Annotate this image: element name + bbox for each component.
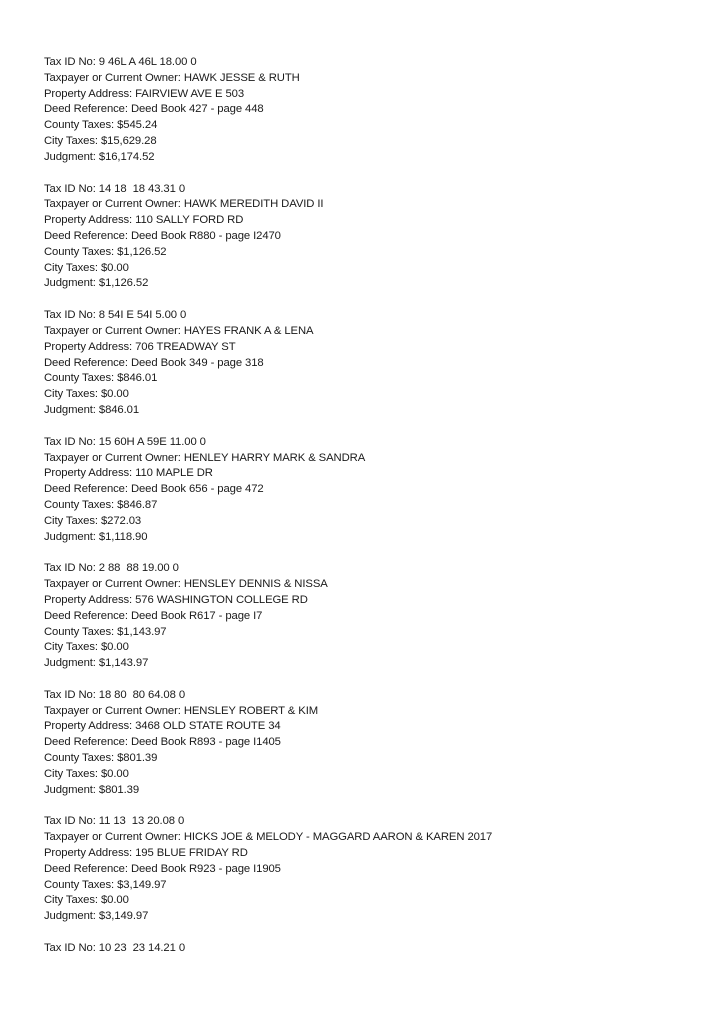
city-taxes-line: City Taxes: $0.00 <box>44 261 129 274</box>
county-taxes-line: County Taxes: $801.39 <box>44 752 158 765</box>
address-line: Property Address: 110 MAPLE DR <box>44 467 213 480</box>
address-line: Property Address: 195 BLUE FRIDAY RD <box>44 847 248 860</box>
county-taxes-line: County Taxes: $1,126.52 <box>44 245 167 258</box>
county-taxes-line: County Taxes: $545.24 <box>44 119 158 132</box>
tax-id-line: Tax ID No: 18 80 80 64.08 0 <box>44 688 186 701</box>
county-taxes-line: County Taxes: $846.01 <box>44 372 158 385</box>
owner-line: Taxpayer or Current Owner: HENSLEY ROBERT & KIM <box>44 704 319 717</box>
record-hicks-joe <box>44 814 704 925</box>
address-line: Property Address: 3468 OLD STATE ROUTE 34 <box>44 720 281 733</box>
record-hayes-frank <box>44 308 704 419</box>
city-taxes-line: City Taxes: $15,629.28 <box>44 134 157 147</box>
judgment-line: Judgment: $1,118.90 <box>44 530 148 543</box>
deed-line: Deed Reference: Deed Book 427 - page 448 <box>44 103 264 116</box>
record-henley-harry <box>44 435 704 546</box>
judgment-line: Judgment: $846.01 <box>44 403 140 416</box>
city-taxes-line: City Taxes: $0.00 <box>44 641 129 654</box>
owner-line: Taxpayer or Current Owner: HAWK JESSE & RUTH <box>44 71 300 84</box>
tax-id-line: Tax ID No: 11 13 13 20.08 0 <box>44 815 185 828</box>
deed-line: Deed Reference: Deed Book R617 - page I7 <box>44 609 263 622</box>
city-taxes-line: City Taxes: $0.00 <box>44 767 129 780</box>
tax-id-line: Tax ID No: 2 88 88 19.00 0 <box>44 562 179 575</box>
owner-line: Taxpayer or Current Owner: HAWK MEREDITH DAVID II <box>44 198 324 211</box>
address-line: Property Address: FAIRVIEW AVE E 503 <box>44 87 245 100</box>
owner-line: Taxpayer or Current Owner: HAYES FRANK A & LENA <box>44 324 314 337</box>
tax-id-line: Tax ID No: 15 60H A 59E 11.00 0 <box>44 435 206 448</box>
record-hensley-robert <box>44 688 704 799</box>
owner-line: Taxpayer or Current Owner: HICKS JOE & MELODY - MAGGARD AARON & KAREN 2017 <box>44 831 493 844</box>
record-hawk-jesse <box>44 55 704 166</box>
tax-id-line: Tax ID No: 8 54I E 54I 5.00 0 <box>44 309 187 322</box>
city-taxes-line: City Taxes: $0.00 <box>44 388 129 401</box>
county-taxes-line: County Taxes: $1,143.97 <box>44 625 167 638</box>
judgment-line: Judgment: $1,126.52 <box>44 277 149 290</box>
county-taxes-line: County Taxes: $846.87 <box>44 498 158 511</box>
owner-line: Taxpayer or Current Owner: HENLEY HARRY MARK & SANDRA <box>44 451 366 464</box>
tax-id-line: Tax ID No: 10 23 23 14.21 0 <box>44 942 186 955</box>
tax-id-line: Tax ID No: 14 18 18 43.31 0 <box>44 182 186 195</box>
county-taxes-line: County Taxes: $3,149.97 <box>44 878 167 891</box>
city-taxes-line: City Taxes: $272.03 <box>44 514 142 527</box>
owner-line: Taxpayer or Current Owner: HENSLEY DENNIS & NISSA <box>44 578 328 591</box>
address-line: Property Address: 706 TREADWAY ST <box>44 340 236 353</box>
city-taxes-line: City Taxes: $0.00 <box>44 894 129 907</box>
deed-line: Deed Reference: Deed Book R880 - page I2470 <box>44 229 281 242</box>
address-line: Property Address: 576 WASHINGTON COLLEGE RD <box>44 593 308 606</box>
tax-id-line: Tax ID No: 9 46L A 46L 18.00 0 <box>44 56 197 68</box>
judgment-line: Judgment: $801.39 <box>44 783 140 796</box>
judgment-line: Judgment: $3,149.97 <box>44 910 149 923</box>
address-line: Property Address: 110 SALLY FORD RD <box>44 214 244 227</box>
document-page <box>44 55 704 973</box>
deed-line: Deed Reference: Deed Book R923 - page I1905 <box>44 862 281 875</box>
deed-line: Deed Reference: Deed Book 656 - page 472 <box>44 483 264 496</box>
record-hensley-dennis <box>44 561 704 672</box>
record-trailing <box>44 941 704 957</box>
deed-line: Deed Reference: Deed Book R893 - page I1405 <box>44 736 281 749</box>
record-hawk-meredith <box>44 182 704 293</box>
judgment-line: Judgment: $1,143.97 <box>44 657 149 670</box>
deed-line: Deed Reference: Deed Book 349 - page 318 <box>44 356 264 369</box>
judgment-line: Judgment: $16,174.52 <box>44 150 155 163</box>
